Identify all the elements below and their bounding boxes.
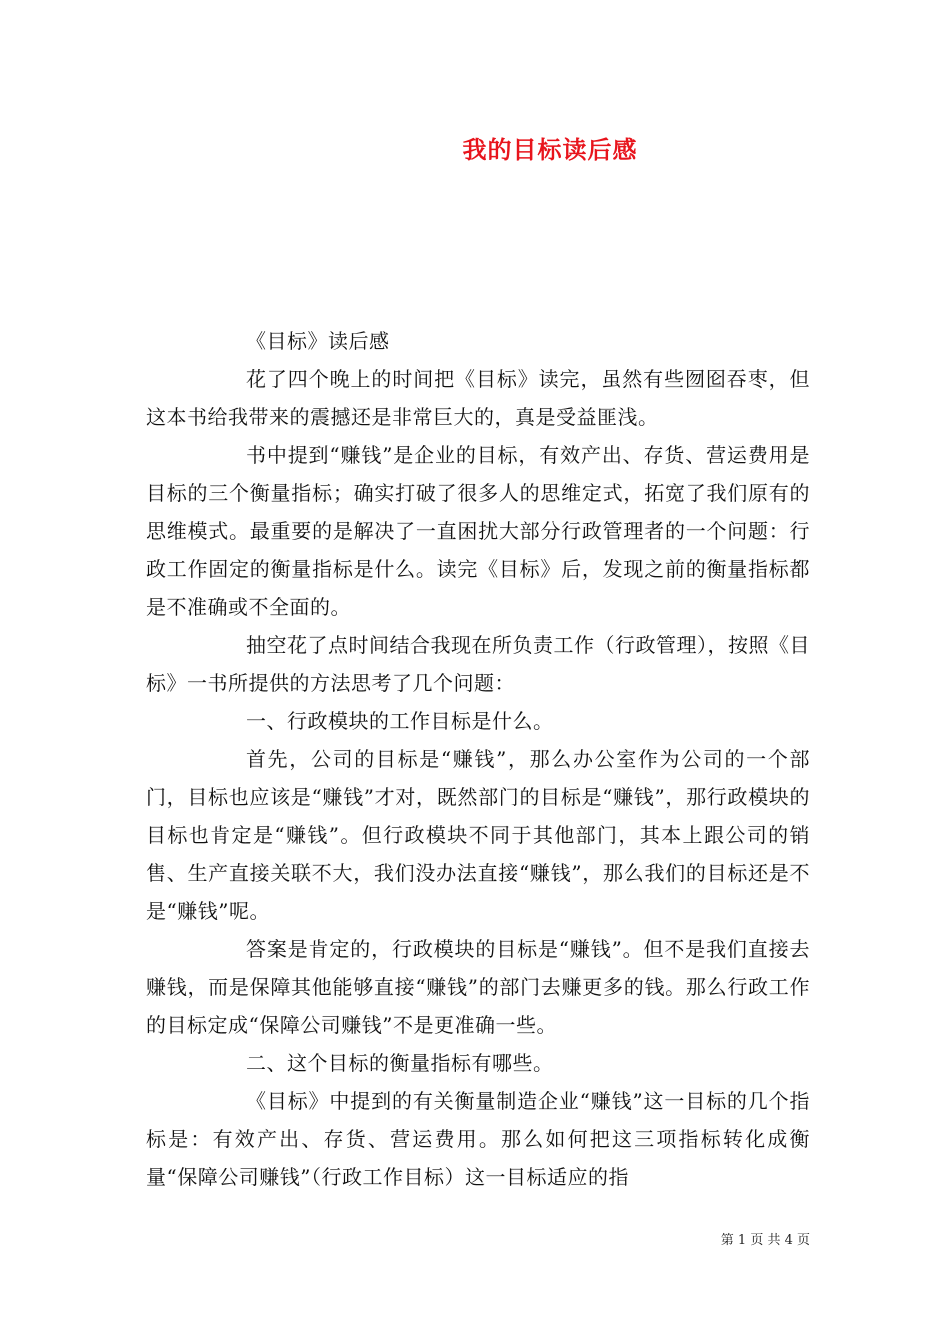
question-heading: 二、这个目标的衡量指标有哪些。 [246, 1051, 554, 1075]
paragraph: 书中提到“赚钱”是企业的目标，有效产出、存货、营运费用是目标的三个衡量指标；确实打破了很多人的思维定式，拓宽了我们原有的思维模式。最重要的是解决了一直困扰大部分行政管理者的一个问题：行政工作固定的衡量指标是什么。读完《目标》后，发现之前的衡量指标都是不准确或不全面的。 [146, 443, 810, 619]
question-heading: 一、行政模块的工作目标是什么。 [246, 709, 554, 733]
paragraph: 花了四个晚上的时间把《目标》读完，虽然有些囫囵吞枣，但这本书给我带来的震撼还是非常巨大的，真是受益匪浅。 [146, 367, 810, 429]
paragraph: 答案是肯定的，行政模块的目标是“赚钱”。但不是我们直接去赚钱，而是保障其他能够直接“赚钱”的部门去赚更多的钱。那么行政工作的目标定成“保障公司赚钱”不是更准确一些。 [146, 937, 810, 1037]
document-title: 我的目标读后感 [462, 136, 638, 164]
page-number-footer: 第 1 页 共 4 页 [720, 1233, 810, 1248]
paragraph: 《目标》中提到的有关衡量制造企业“赚钱”这一目标的几个指标是：有效产出、存货、营运费用。那么如何把这三项指标转化成衡量“保障公司赚钱”（行政工作目标）这一目标适应的指 [146, 1089, 810, 1189]
document-body [146, 322, 810, 1196]
section-heading: 《目标》读后感 [246, 329, 390, 353]
paragraph: 首先，公司的目标是“赚钱”，那么办公室作为公司的一个部门，目标也应该是“赚钱”才对，既然部门的目标是“赚钱”，那行政模块的目标也肯定是“赚钱”。但行政模块不同于其他部门，其本上跟公司的销售、生产直接关联不大，我们没办法直接“赚钱”，那么我们的目标还是不是“赚钱”呢。 [146, 747, 810, 923]
paragraph: 抽空花了点时间结合我现在所负责工作（行政管理），按照《目标》一书所提供的方法思考了几个问题： [146, 633, 810, 695]
